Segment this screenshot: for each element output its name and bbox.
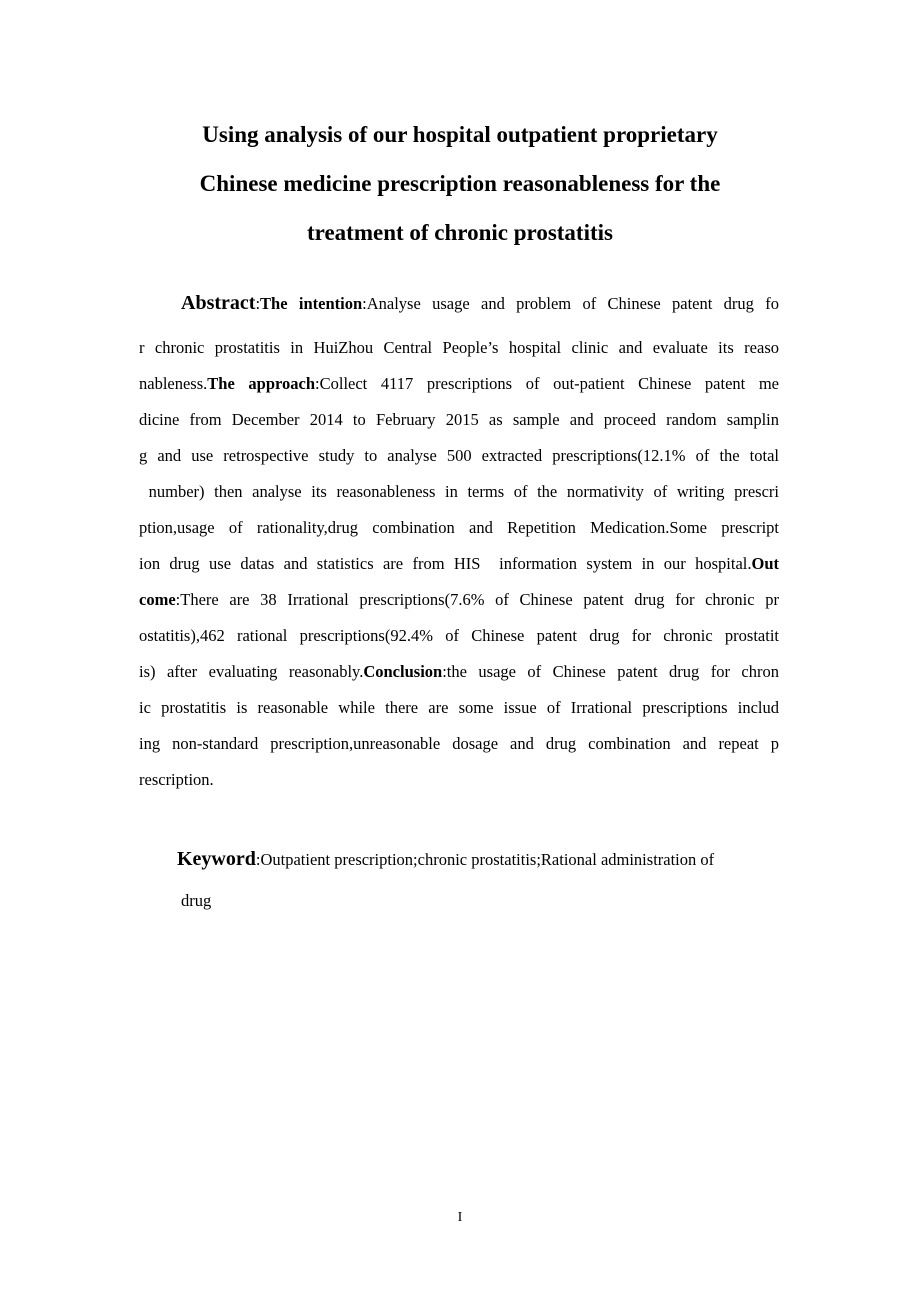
page-number: I bbox=[457, 1210, 463, 1225]
abstract-line-9 bbox=[139, 589, 779, 611]
abstract-line-8 bbox=[139, 553, 779, 575]
abstract-line-14: rescription. bbox=[139, 770, 214, 789]
title-line-2: Chinese medicine prescription reasonableness for the bbox=[199, 171, 721, 196]
abstract-line-6: number) then analyse its reasonableness in terms of the normativity of writing prescri bbox=[139, 482, 779, 501]
abstract-line-11 bbox=[139, 661, 779, 683]
title-line-3: treatment of chronic prostatitis bbox=[307, 220, 613, 245]
keyword-line-2: drug bbox=[181, 891, 212, 910]
abstract-line-8-pre: ion drug use datas and statistics are from HIS information system in our hospital. bbox=[139, 554, 752, 573]
abstract-line-3-pre: nableness. bbox=[139, 374, 208, 393]
keyword-line-1 bbox=[177, 847, 779, 872]
keyword-heading: Keyword bbox=[177, 848, 256, 870]
abstract-line-5: g and use retrospective study to analyse 500 extracted prescriptions(12.1% of the total bbox=[139, 446, 779, 465]
abstract-line-11-rest: :the usage of Chinese patent drug for chron bbox=[442, 662, 779, 681]
title-line-1: Using analysis of our hospital outpatient proprietary bbox=[202, 122, 718, 147]
abstract-line-7: ption,usage of rationality,drug combination and Repetition Medication.Some prescript bbox=[139, 518, 779, 537]
abstract-line-11-pre: is) after evaluating reasonably. bbox=[139, 662, 364, 681]
abstract-line-13: ing non-standard prescription,unreasonable dosage and drug combination and repeat p bbox=[139, 734, 779, 753]
abstract-line-1-rest: :Analyse usage and problem of Chinese patent drug fo bbox=[362, 294, 779, 313]
abstract-line-4: dicine from December 2014 to February 2015 as sample and proceed random samplin bbox=[139, 410, 779, 429]
abstract-line-12: ic prostatitis is reasonable while there are some issue of Irrational prescriptions includ bbox=[139, 698, 779, 717]
approach-label: The approach bbox=[207, 374, 316, 393]
abstract-sep: : bbox=[255, 294, 261, 313]
conclusion-label: Conclusion bbox=[363, 662, 443, 681]
abstract-line-3 bbox=[139, 373, 779, 395]
abstract-line-1 bbox=[181, 292, 779, 315]
abstract-line-10: ostatitis),462 rational prescriptions(92.4% of Chinese patent drug for chronic prostatit bbox=[139, 626, 779, 645]
outcome-label-part-1: Out bbox=[751, 554, 779, 573]
keyword-line-1-rest: :Outpatient prescription;chronic prostatitis;Rational administration of bbox=[255, 850, 715, 869]
abstract-line-3-rest: :Collect 4117 prescriptions of out-patient Chinese patent me bbox=[315, 374, 779, 393]
outcome-label-part-2: come bbox=[139, 590, 176, 609]
abstract-line-2: r chronic prostatitis in HuiZhou Central People’s hospital clinic and evaluate its reaso bbox=[139, 338, 779, 357]
abstract-heading: Abstract bbox=[181, 292, 256, 314]
abstract-line-9-rest: :There are 38 Irrational prescriptions(7.6% of Chinese patent drug for chronic pr bbox=[175, 590, 779, 609]
intention-label: The intention bbox=[260, 294, 363, 313]
